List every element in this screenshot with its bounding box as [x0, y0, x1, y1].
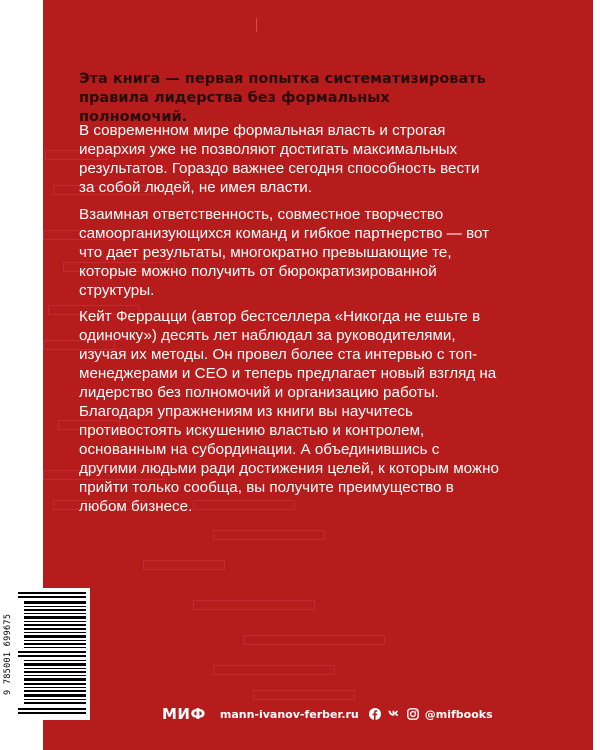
vk-icon[interactable] [388, 708, 400, 720]
divider-line [256, 18, 257, 32]
instagram-icon[interactable] [407, 708, 419, 720]
facebook-icon[interactable] [369, 708, 381, 720]
website-link[interactable]: mann-ivanov-ferber.ru [219, 707, 359, 721]
lead-statement: Эта книга — первая попытка систематизировать правила лидерства без формальных полномочий. [79, 71, 486, 125]
paragraph-1: В современном мире формальная власть и строгая иерархия уже не позволяют достигать максимальных результатов. Гораздо важнее сегодня способность вести за собой людей, не имея власти. [79, 122, 480, 196]
back-cover [43, 0, 593, 750]
paragraph-2: Взаимная ответственность, совместное творчество самоорганизующихся команд и гибкое партнерство — вот что дает результаты, многократно превышающие те, которые можно получить от бюрократизированной структуры. [79, 206, 490, 299]
paragraph-3: Кейт Феррацци (автор бестселлера «Никогда не ешьте в одиночку») десять лет наблюдал за руководителями, изучая их методы. Он провел более ста интервью с топ-менеджерами и CEO и теперь предлагает новый взгляд на лидерство без полномочий и организацию работы. Благодаря упражнениям из книги вы научитесь противостоять искушению властью и контролем, основанным на субординации. А объединившись с другими людьми ради достижения целей, к которым можно прийти только сообща, вы получите преимущество в любом бизнесе. [79, 308, 499, 515]
barcode-icon [6, 592, 86, 716]
social-handle[interactable]: @mifbooks [424, 707, 493, 721]
publisher-logo: МИФ [162, 705, 206, 723]
isbn-barcode [2, 588, 90, 720]
isbn-number: 9 785001 699675 [3, 613, 13, 695]
publisher-footer [162, 704, 493, 724]
